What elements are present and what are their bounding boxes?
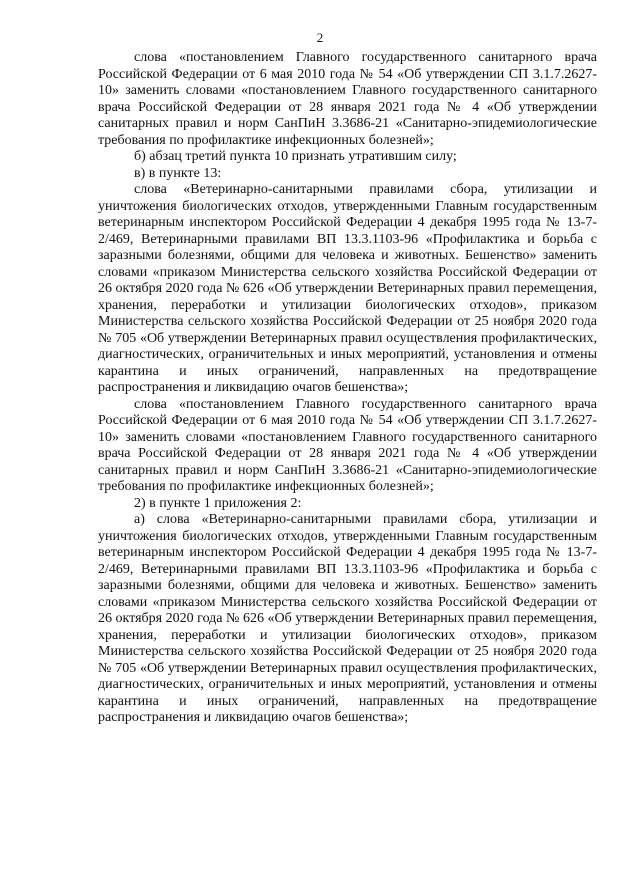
paragraph-veterinary-replacement-1: слова «Ветеринарно-санитарными правилами сбора, утилизации и уничтожения биологических отходов, утвержденными Главным государственным ветеринарным инспектором Российской Федерации 4 декабря 1995 года № 13-7-2/469, Ветеринарными правилами ВП 13.3.1103-96 «Профилактика и борьба с заразными болезнями, общими для человека и животных. Бешенство» заменить словами «приказом Министерства сельского хозяйства Российской Федерации от 26 октября 2020 года № 626 «Об утверждении Ветеринарных правил перемещения, хранения, переработки и утилизации биологических отходов», приказом Министерства сельского хозяйства Российской Федерации от 25 ноября 2020 года № 705 «Об утверждении Ветеринарных правил осуществления профилактических, диагностических, ограничительных и иных мероприятий, установления и отмены карантина и иных ограничений, направленных на предотвращение распространения и ликвидацию очагов бешенства»; [98, 182, 597, 395]
paragraph-item-v: в) в пункте 13: [134, 165, 222, 181]
paragraph-sanitary-replacement-1: слова «постановлением Главного государственного санитарного врача Российской Федерации от 6 мая 2010 года № 54 «Об утверждении СП 3.1.7.2627-10» заменить словами «постановлением Главного государственного санитарного врача Российской Федерации от 28 января 2021 года № 4 «Об утверждении санитарных правил и норм СанПиН 3.3686-21 «Санитарно-эпидемиологические требования по профилактике инфекционных болезней»; [98, 50, 597, 148]
paragraph-item-b: б) абзац третий пункта 10 признать утратившим силу; [134, 149, 457, 164]
paragraph-sanitary-replacement-2: слова «постановлением Главного государственного санитарного врача Российской Федерации от 6 мая 2010 года № 54 «Об утверждении СП 3.1.7.2627-10» заменить словами «постановлением Главного государственного санитарного врача Российской Федерации от 28 января 2021 года № 4 «Об утверждении санитарных правил и норм СанПиН 3.3686-21 «Санитарно-эпидемиологические требования по профилактике инфекционных болезней»; [98, 396, 597, 494]
paragraph-veterinary-replacement-2: а) слова «Ветеринарно-санитарными правилами сбора, утилизации и уничтожения биологических отходов, утвержденными Главным государственным ветеринарным инспектором Российской Федерации 4 декабря 1995 года № 13-7-2/469, Ветеринарными правилами ВП 13.3.1103-96 «Профилактика и борьба с заразными болезнями, общими для человека и животных. Бешенство» заменить словами «приказом Министерства сельского хозяйства Российской Федерации от 26 октября 2020 года № 626 «Об утверждении Ветеринарных правил перемещения, хранения, переработки и утилизации биологических отходов», приказом Министерства сельского хозяйства Российской Федерации от 25 ноября 2020 года № 705 «Об утверждении Ветеринарных правил осуществления профилактических, диагностических, ограничительных и иных мероприятий, установления и отмены карантина и иных ограничений, направленных на предотвращение распространения и ликвидацию очагов бешенства»; [98, 512, 597, 725]
paragraph-appendix-2-heading: 2) в пункте 1 приложения 2: [134, 495, 302, 511]
page-number: 2 [316, 30, 324, 45]
document-body [98, 50, 597, 727]
